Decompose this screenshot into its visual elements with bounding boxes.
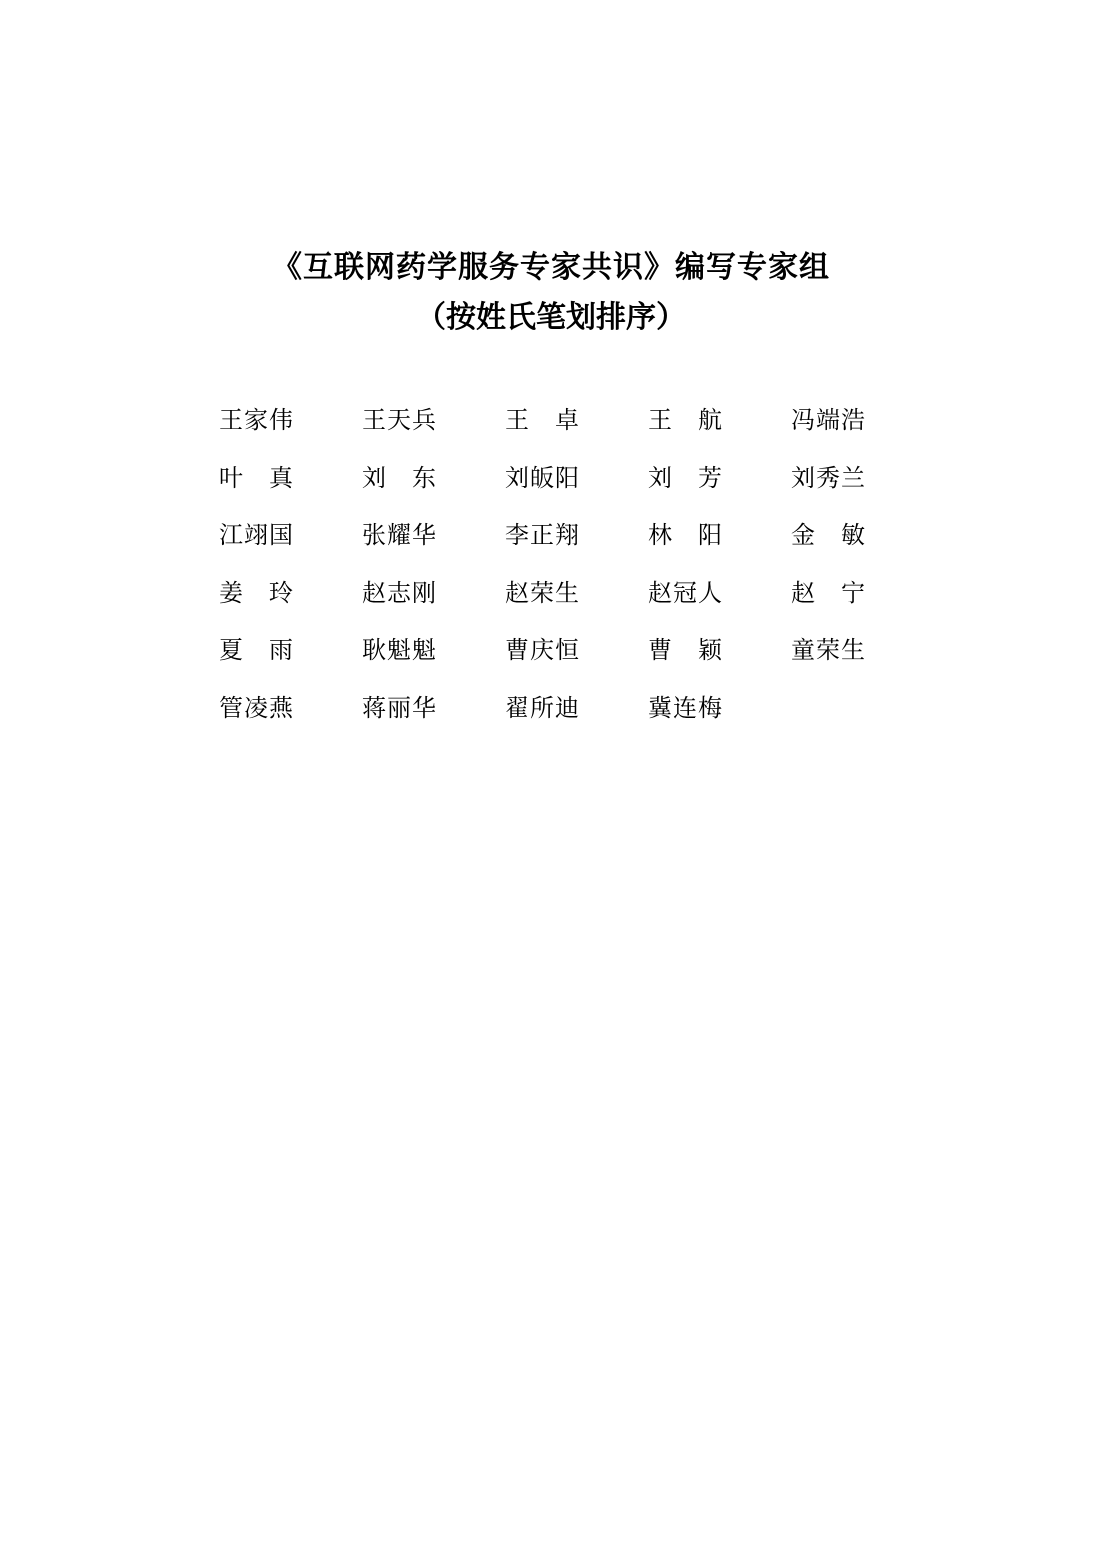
expert-name: 林 阳 bbox=[648, 521, 723, 549]
document-title: 《互联网药学服务专家共识》编写专家组 bbox=[272, 250, 830, 285]
expert-name-list bbox=[219, 400, 919, 745]
expert-name: 李正翔 bbox=[505, 521, 580, 549]
expert-name: 赵 宁 bbox=[791, 578, 866, 607]
expert-name: 刘秀兰 bbox=[791, 463, 866, 492]
expert-name: 金 敏 bbox=[791, 521, 866, 549]
expert-name: 刘皈阳 bbox=[505, 463, 580, 492]
expert-name: 耿魁魁 bbox=[362, 636, 437, 664]
expert-name: 江翊国 bbox=[219, 521, 294, 549]
expert-name: 刘 芳 bbox=[648, 463, 723, 492]
expert-name: 曹 颖 bbox=[648, 636, 723, 664]
expert-name: 夏 雨 bbox=[219, 636, 294, 664]
expert-name: 冀连梅 bbox=[648, 693, 723, 722]
expert-name: 姜 玲 bbox=[219, 578, 294, 607]
expert-name: 管凌燕 bbox=[219, 693, 294, 722]
expert-name: 刘 东 bbox=[362, 463, 437, 492]
expert-name: 冯端浩 bbox=[791, 406, 866, 434]
expert-name: 蒋丽华 bbox=[362, 693, 437, 722]
expert-name: 翟所迪 bbox=[505, 693, 580, 722]
expert-name: 王天兵 bbox=[362, 406, 437, 434]
document-subtitle: （按姓氏笔划排序） bbox=[416, 300, 686, 335]
expert-name: 童荣生 bbox=[791, 636, 866, 664]
expert-name: 赵荣生 bbox=[505, 578, 580, 607]
heading-block bbox=[0, 246, 1102, 340]
expert-name: 王家伟 bbox=[219, 406, 294, 434]
expert-name: 叶 真 bbox=[219, 463, 294, 492]
expert-name: 王 卓 bbox=[505, 406, 580, 434]
expert-name: 赵志刚 bbox=[362, 578, 437, 607]
expert-name: 赵冠人 bbox=[648, 578, 723, 607]
expert-name: 王 航 bbox=[648, 406, 723, 434]
expert-name: 曹庆恒 bbox=[505, 636, 580, 664]
expert-name: 张耀华 bbox=[362, 521, 437, 549]
